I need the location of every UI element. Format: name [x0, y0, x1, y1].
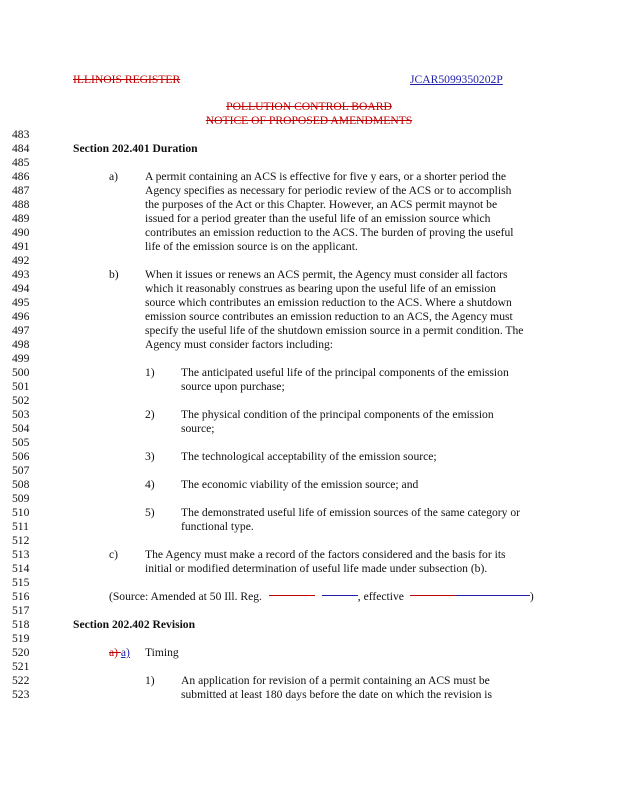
paragraph-line: source; — [181, 422, 215, 435]
line-number: 500 — [12, 366, 30, 379]
line-number: 520 — [12, 646, 30, 659]
notice-title: NOTICE OF PROPOSED AMENDMENTS — [205, 114, 413, 127]
line-number: 516 — [12, 590, 30, 603]
item-label: 1) — [145, 674, 155, 687]
line-number: 487 — [12, 184, 30, 197]
inserted-blank — [456, 595, 530, 596]
paragraph-line: functional type. — [181, 520, 254, 533]
item-label: 2) — [145, 408, 155, 421]
line-number: 489 — [12, 212, 30, 225]
subsection-label: b) — [109, 268, 119, 281]
paragraph-line: The anticipated useful life of the principal components of the emission — [181, 366, 509, 379]
deleted-blank — [269, 595, 315, 596]
paragraph-line: source upon purchase; — [181, 380, 285, 393]
line-number: 508 — [12, 478, 30, 491]
subsection-label: a) — [109, 170, 119, 183]
item-label: 3) — [145, 450, 155, 463]
paragraph-line: Agency specifies as necessary for periodic review of the ACS or to accomplish — [145, 184, 512, 197]
section-heading-402: Section 202.402 Revision — [73, 618, 196, 631]
board-title: POLLUTION CONTROL BOARD — [226, 100, 392, 113]
inserted-blank — [322, 595, 358, 596]
paragraph-line: The demonstrated useful life of emission sources of the same category or — [181, 506, 521, 519]
line-number: 483 — [12, 128, 30, 141]
line-number: 497 — [12, 324, 30, 337]
line-number: 518 — [12, 618, 30, 631]
inserted-label: a) — [120, 646, 130, 659]
jcar-code: JCAR5099350202P — [410, 73, 503, 86]
paragraph-line: source which contributes an emission reduction to the ACS. Where a shutdown — [145, 296, 512, 309]
line-number: 521 — [12, 660, 30, 673]
line-number: 507 — [12, 464, 30, 477]
item-label: 5) — [145, 506, 155, 519]
paragraph-line: A permit containing an ACS is effective for five y ears, or a shorter period the — [145, 170, 507, 183]
line-number: 514 — [12, 562, 30, 575]
paragraph-line: Agency must consider factors including: — [145, 338, 334, 351]
line-number: 506 — [12, 450, 30, 463]
paragraph-line: When it issues or renews an ACS permit, the Agency must consider all factors — [145, 268, 508, 281]
line-number: 513 — [12, 548, 30, 561]
paragraph-line: contributes an emission reduction to the ACS. The burden of proving the useful — [145, 226, 514, 239]
line-number: 486 — [12, 170, 30, 183]
line-number: 491 — [12, 240, 30, 253]
subsection-label-revised — [109, 646, 130, 660]
paragraph-line: emission source contributes an emission reduction to an ACS, the Agency must — [145, 310, 513, 323]
subsection-label: c) — [109, 548, 119, 561]
paragraph-line: submitted at least 180 days before the date on which the revision is — [181, 688, 493, 701]
paragraph-line: The technological acceptability of the emission source; — [181, 450, 437, 463]
source-note-close: ) — [529, 590, 534, 603]
line-number: 498 — [12, 338, 30, 351]
line-number: 499 — [12, 352, 30, 365]
line-number: 519 — [12, 632, 30, 645]
line-number: 488 — [12, 198, 30, 211]
paragraph-line: The Agency must make a record of the factors considered and the basis for its — [145, 548, 506, 561]
line-number: 484 — [12, 142, 30, 155]
source-note-prefix: (Source: Amended at 50 Ill. Reg. — [109, 590, 262, 603]
line-number: 495 — [12, 296, 30, 309]
paragraph-line: initial or modified determination of useful life made under subsection (b). — [145, 562, 488, 575]
source-note-effective: , effective — [357, 590, 404, 603]
line-number: 501 — [12, 380, 30, 393]
line-number: 515 — [12, 576, 30, 589]
line-number: 496 — [12, 310, 30, 323]
paragraph-line: The physical condition of the principal components of the emission — [181, 408, 494, 421]
line-number: 522 — [12, 674, 30, 687]
line-number: 502 — [12, 394, 30, 407]
line-number: 517 — [12, 604, 30, 617]
line-number: 511 — [12, 520, 29, 533]
register-title: ILLINOIS REGISTER — [73, 73, 181, 86]
item-label: 4) — [145, 478, 155, 491]
paragraph-line: the purposes of the Act or this Chapter. However, an ACS permit maynot be — [145, 198, 498, 211]
paragraph-line: life of the emission source is on the applicant. — [145, 240, 358, 253]
line-number: 510 — [12, 506, 30, 519]
line-number: 503 — [12, 408, 30, 421]
line-number: 504 — [12, 422, 30, 435]
line-number: 492 — [12, 254, 30, 267]
source-note — [109, 590, 534, 604]
subsection-title: Timing — [145, 646, 179, 659]
deleted-label: a) — [109, 646, 121, 659]
line-number: 509 — [12, 492, 30, 505]
paragraph-line: specify the useful life of the shutdown emission source in a permit condition. The — [145, 324, 524, 337]
line-number: 485 — [12, 156, 30, 169]
paragraph-line: An application for revision of a permit containing an ACS must be — [181, 674, 490, 687]
line-number: 512 — [12, 534, 30, 547]
line-number: 494 — [12, 282, 30, 295]
line-number: 490 — [12, 226, 30, 239]
line-number: 505 — [12, 436, 30, 449]
line-number: 493 — [12, 268, 30, 281]
paragraph-line: which it reasonably construes as bearing upon the useful life of an emission — [145, 282, 496, 295]
paragraph-line: issued for a period greater than the useful life of an emission source which — [145, 212, 491, 225]
paragraph-line: The economic viability of the emission source; and — [181, 478, 419, 491]
line-number: 523 — [12, 688, 30, 701]
deleted-blank — [410, 595, 456, 596]
section-heading-401: Section 202.401 Duration — [73, 142, 198, 155]
item-label: 1) — [145, 366, 155, 379]
